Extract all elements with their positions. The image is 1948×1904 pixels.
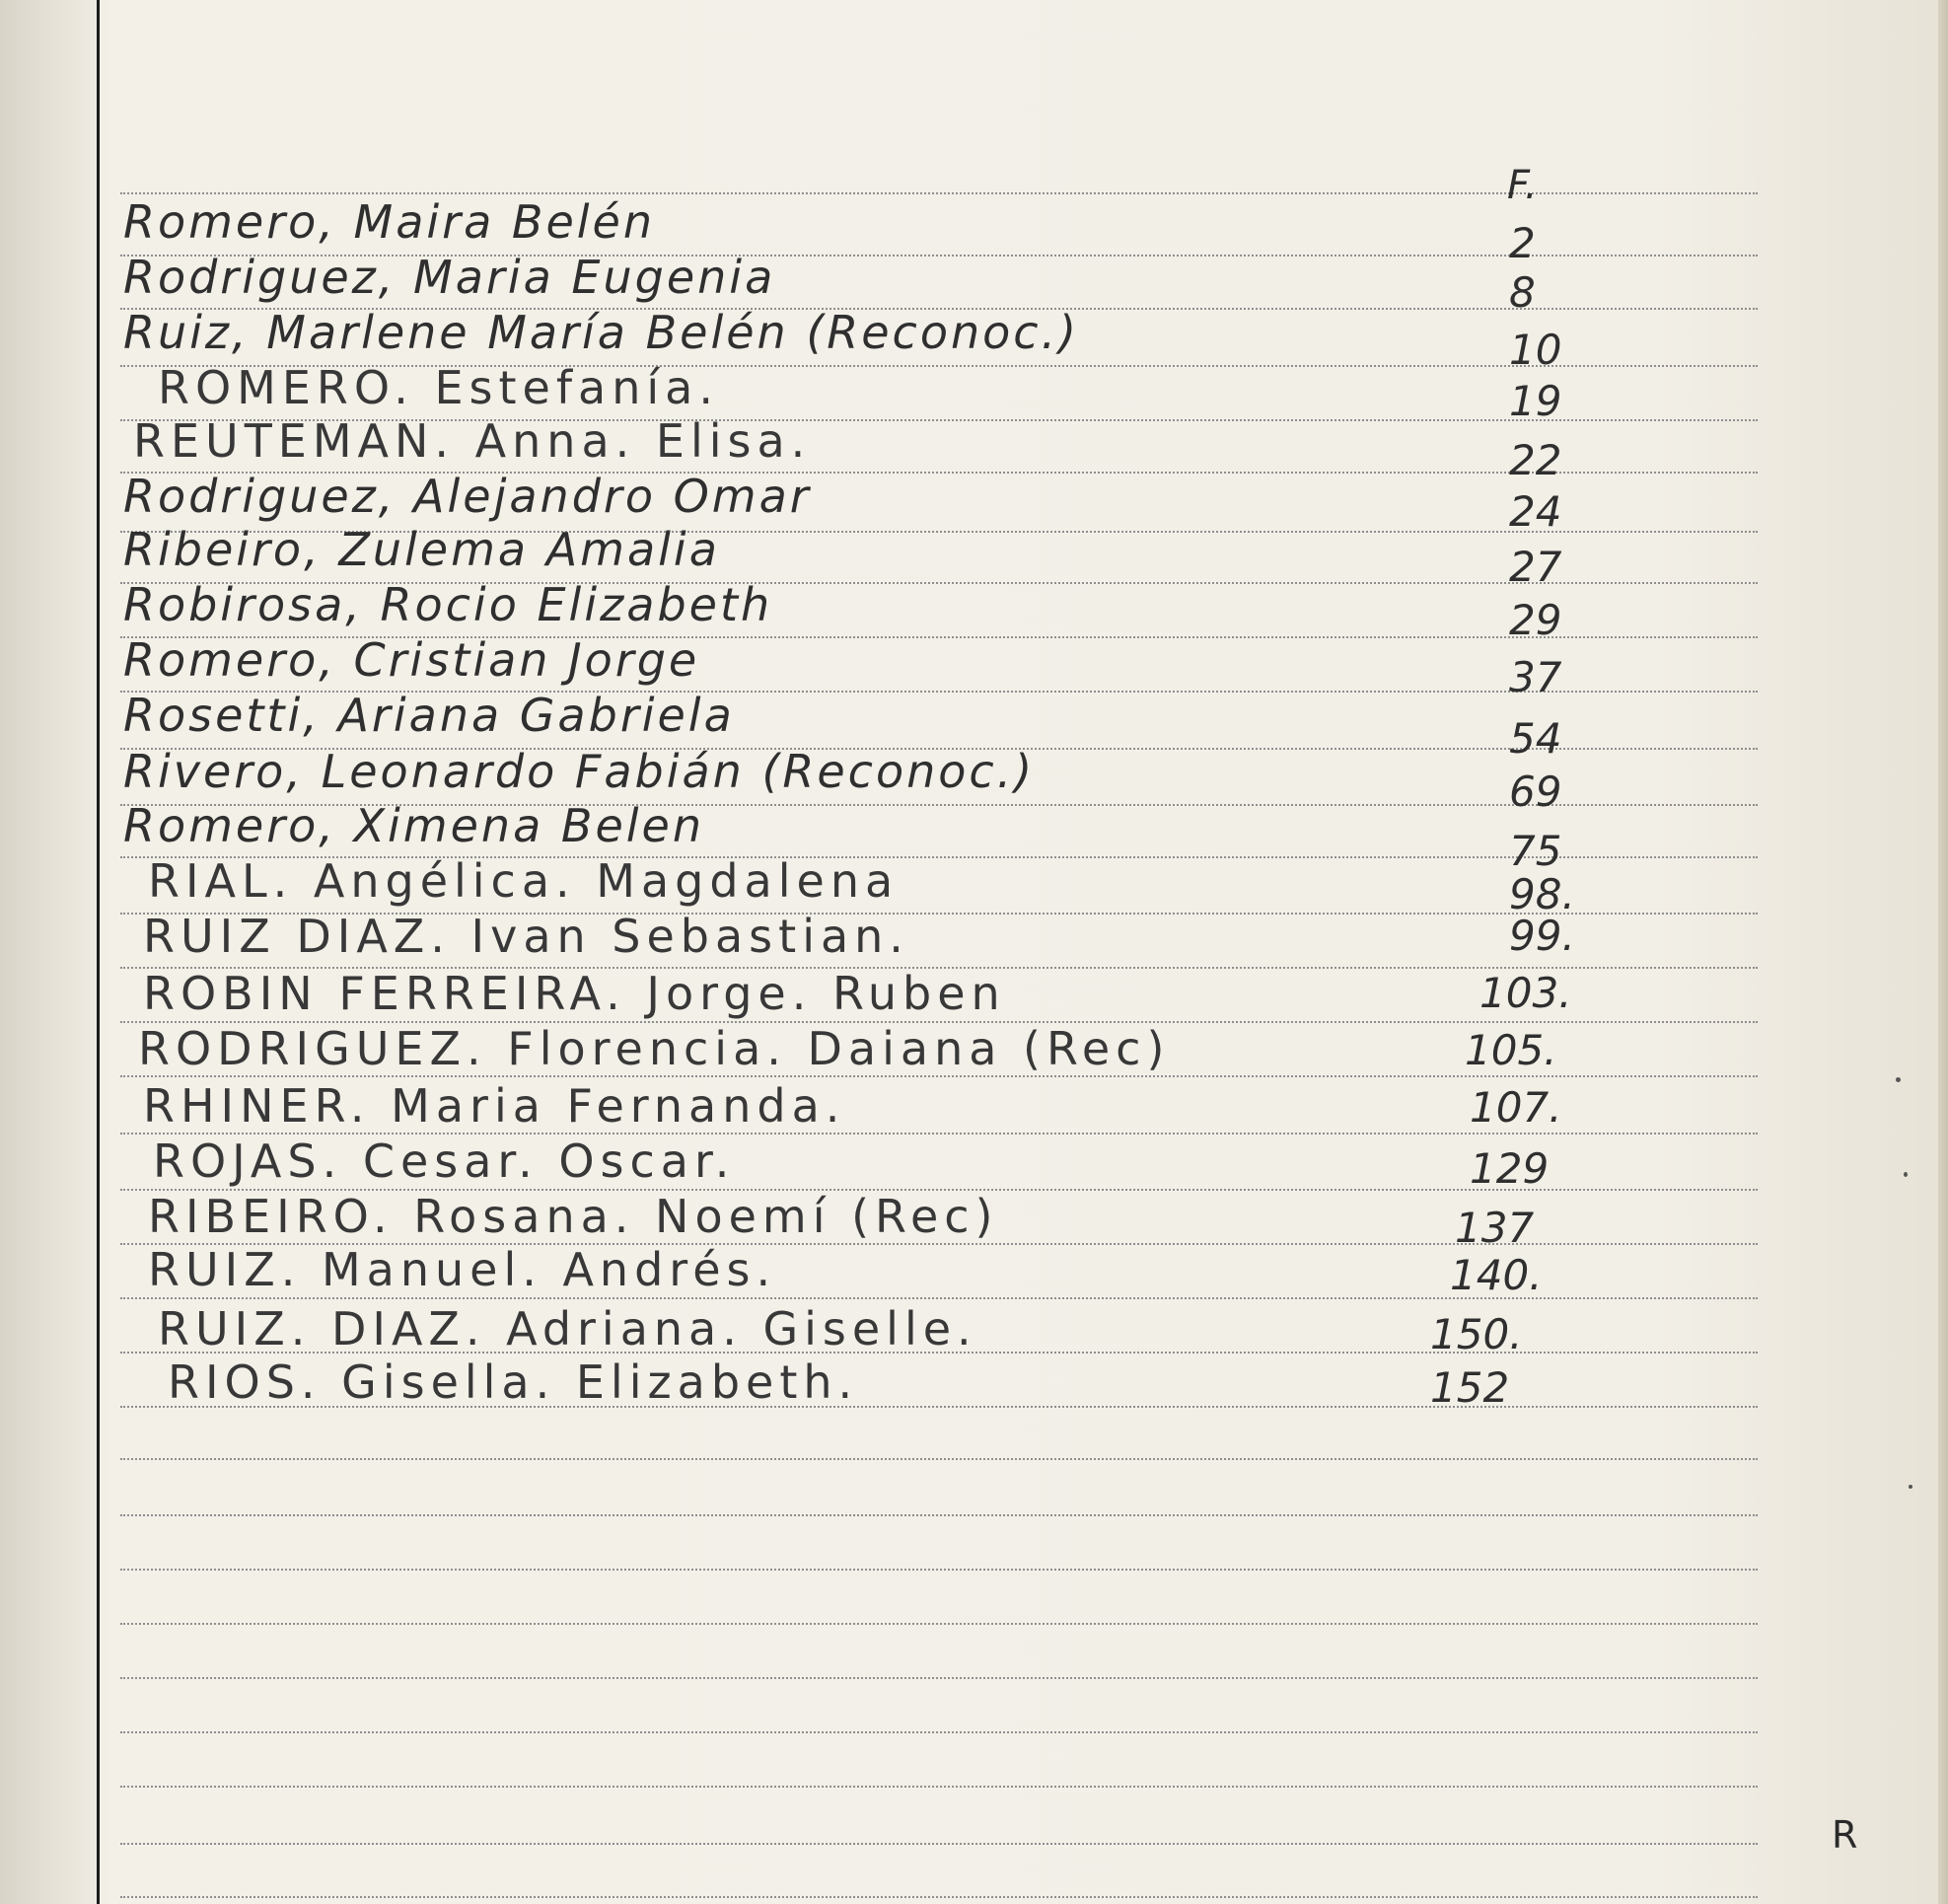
entry-folio: 137 [1455,1204,1535,1252]
entry-name: Rodriguez, Alejandro Omar [123,470,812,523]
entry-name: Rodriguez, Maria Eugenia [123,251,776,304]
entry-name: RHINER. Maria Fernanda. [143,1079,846,1133]
entry-name: Ruiz, Marlene María Belén (Reconoc.) [123,306,1080,359]
entry-folio: 150. [1430,1310,1523,1358]
entry-folio: 105. [1465,1026,1557,1074]
ink-speck [1904,1172,1908,1177]
entry-folio: 8 [1509,268,1536,317]
entry-folio: 140. [1450,1251,1543,1299]
entry-folio: 2 [1509,219,1536,267]
entry-name: ROMERO. Estefanía. [158,361,719,414]
entry-folio: 27 [1509,543,1562,591]
entry-folio: 152 [1430,1363,1510,1412]
entry-folio: 103. [1479,969,1572,1017]
entry-name: Romero, Cristian Jorge [123,633,700,687]
folio-column-heading: F. [1507,163,1538,208]
entry-name: Rosetti, Ariana Gabriela [123,689,735,742]
ruled-line [120,1731,1758,1733]
entry-folio: 24 [1509,487,1562,536]
entry-name: ROBIN FERREIRA. Jorge. Ruben [143,967,1006,1020]
entry-folio: 22 [1509,436,1562,484]
ink-speck [1896,1077,1901,1082]
entry-name: RODRIGUEZ. Florencia. Daiana (Rec) [138,1022,1171,1075]
ruled-line [120,1075,1758,1077]
ruled-line [120,1514,1758,1516]
entry-name: RUIZ. DIAZ. Adriana. Giselle. [158,1302,977,1355]
entry-folio: 75 [1509,827,1562,875]
entry-folio: 29 [1509,596,1562,644]
ruled-line [120,1843,1758,1845]
ink-speck [1909,1485,1912,1489]
entry-name: RIBEIRO. Rosana. Noemí (Rec) [148,1190,999,1243]
entry-name: RUIZ. Manuel. Andrés. [148,1243,777,1296]
ruled-line [120,1896,1758,1898]
entry-folio: 98. [1509,870,1575,918]
entry-name: Robirosa, Rocio Elizabeth [123,578,773,631]
entry-folio: 10 [1509,326,1562,374]
ruled-line [120,1569,1758,1571]
ruled-line [120,1786,1758,1788]
entry-folio: 37 [1509,653,1562,701]
entry-folio: 54 [1509,714,1562,763]
entry-folio: 19 [1509,377,1562,425]
index-letter: R [1832,1813,1858,1857]
entry-folio: 129 [1470,1144,1550,1193]
ruled-line [120,1623,1758,1625]
entry-name: Ribeiro, Zulema Amalia [123,523,720,576]
entry-name: REUTEMAN. Anna. Elisa. [133,414,812,468]
entry-name: Romero, Maira Belén [123,195,655,249]
entry-folio: 99. [1509,912,1575,960]
entry-name: Romero, Ximena Belen [123,799,704,852]
entry-name: RIAL. Angélica. Magdalena [148,854,900,908]
ruled-line [120,1677,1758,1679]
entry-name: RUIZ DIAZ. Ivan Sebastian. [143,910,909,963]
ruled-line [120,1458,1758,1460]
entry-folio: 107. [1470,1083,1562,1132]
entry-name: ROJAS. Cesar. Oscar. [153,1135,736,1188]
entry-folio: 69 [1509,768,1562,816]
entry-name: Rivero, Leonardo Fabián (Reconoc.) [123,745,1036,798]
entry-name: RIOS. Gisella. Elizabeth. [168,1355,859,1409]
